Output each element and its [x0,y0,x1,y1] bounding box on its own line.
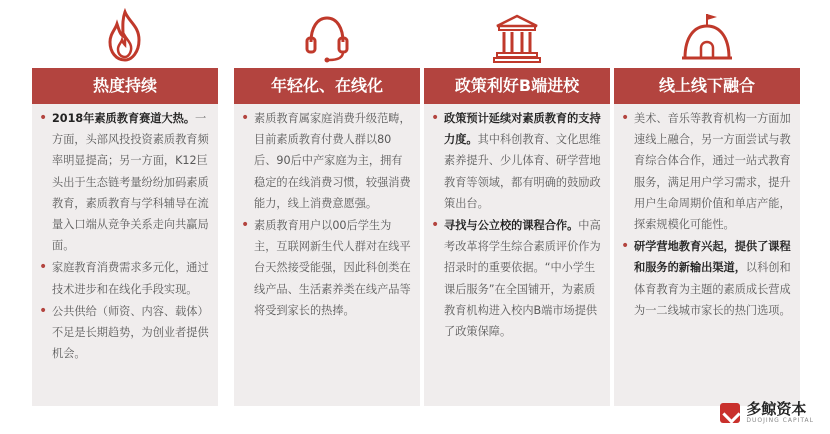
list-item: • 2018年素质教育赛道大热。一方面，头部风投投资素质教育频率明显提高；另一方面，K12巨头出于生态链考量纷纷加码素质教育，素质教育与学科辅导在流量入口端从竞争关系走向共赢局面。 [32,108,218,256]
list-item: • 家庭教育消费需求多元化，通过技术进步和在线化手段实现。 [32,257,218,299]
list-item: • 政策预计延续对素质教育的支持力度。其中科创教育、文化思维素养提升、少儿体育、研学营地教育等领域，都有明确的鼓励政策出台。 [424,108,610,214]
headset-icon [297,8,357,66]
list-item: • 素质教育属家庭消费升级范畴，目前素质教育付费人群以80后、90后中产家庭为主，拥有稳定的在线消费习惯，较强消费能力，线上消费意愿强。 [234,108,420,214]
list-item: • 素质教育用户以00后学生为主，互联网新生代人群对在线平台天然接受能强，因此科创类在线产品、生活素养类在线产品等将受到家长的热捧。 [234,215,420,321]
column-1-bullets [32,108,218,364]
list-item: • 寻找与公立校的课程合作。中高考改革将学生综合素质评价作为招录时的重要依据。“中小学生课后服务”在全国铺开，为素质教育机构进入校内B端市场提供了政策保障。 [424,215,610,342]
column-3-bullets [424,108,610,342]
column-1 [32,0,218,434]
school-icon [487,8,547,66]
list-item: • 公共供给（师资、内容、载体）不足是长期趋势，为创业者提供机会。 [32,301,218,365]
logo-text-block [746,402,814,424]
column-4-bullets [614,108,800,321]
column-3 [424,0,610,434]
column-1-title: 热度持续 [32,68,218,104]
logo-subtitle: DUOJING CAPITAL [746,417,814,424]
list-item: • 研学营地教育兴起，提供了课程和服务的新输出渠道，以科创和体育教育为主题的素质成长营成为一二线城市家长的热门选项。 [614,236,800,321]
tent-icon [677,8,737,66]
column-2-bullets [234,108,420,321]
column-4 [614,0,800,434]
fire-icon [95,8,155,66]
column-3-title: 政策利好B端进校 [424,68,610,104]
column-4-title: 线上线下融合 [614,68,800,104]
brand-logo [720,402,814,424]
whale-logo-icon [720,403,740,423]
column-2 [234,0,420,434]
column-2-title: 年轻化、在线化 [234,68,420,104]
list-item: • 美术、音乐等教育机构一方面加速线上融合，另一方面尝试与教育综合体合作，通过一站式教育服务，满足用户学习需求，提升用户生命周期价值和单店产能，探索规模化可能性。 [614,108,800,235]
logo-name: 多鲸资本 [746,400,807,418]
